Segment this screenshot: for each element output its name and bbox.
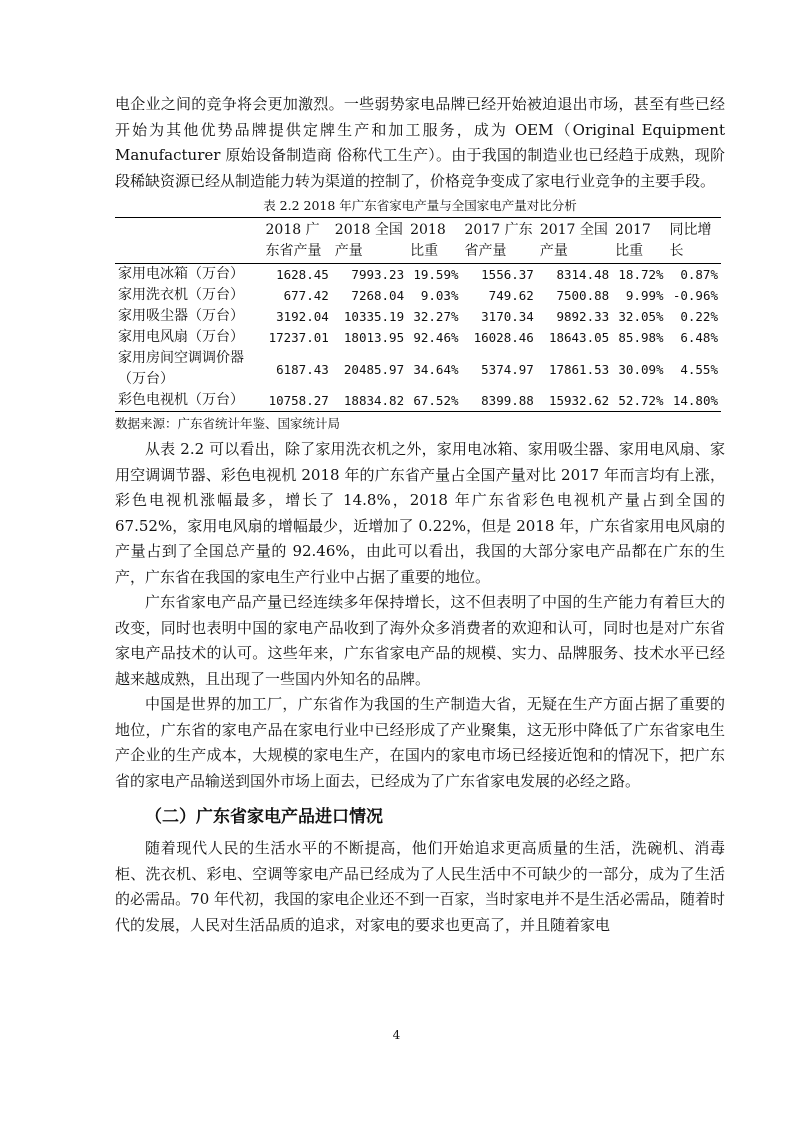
table-header-cell: 2018 广东省产量 xyxy=(263,218,332,264)
section-heading: （二）广东省家电产品进口情况 xyxy=(145,807,383,827)
table-row xyxy=(115,285,721,306)
table-row xyxy=(115,306,721,327)
table-header-cell: 2017 比重 xyxy=(612,218,666,264)
table-header-cell: 2018 全国产量 xyxy=(332,218,407,264)
table-cell: 3192.04 xyxy=(276,309,329,324)
table-cell-item: 家用电风扇（万台） xyxy=(118,329,244,345)
table-cell-item: 家用房间空调调价器（万台） xyxy=(118,350,244,387)
page-number: 4 xyxy=(392,1028,401,1042)
body-paragraph: 从表 2.2 可以看出，除了家用洗衣机之外，家用电冰箱、家用吸尘器、家用电风扇、家用空调调节器、彩色电视机 2018 年的广东省产量占全国产量对比 2017 年而言均有上涨，彩色电视机涨幅最多，增长了 14.8%，2018 年广东省彩色电视机产量占到全国的 67.52%，家用电风扇的增幅最少，近增加了 0.22%，但是 2018 年，广东省家用电风扇的产量占到了全国总产量的 92.46%，由此可以看出，我国的大部分家电产品都在广东的生产，广东省在我国的家电生产行业中占据了重要的地位。 xyxy=(115,440,725,586)
table-cell: 92.46% xyxy=(413,330,459,345)
table-cell: 7268.04 xyxy=(351,288,405,303)
table-cell: 6.48% xyxy=(680,330,718,345)
table-cell: 0.87% xyxy=(680,267,718,282)
page-content xyxy=(115,92,725,938)
table-row xyxy=(115,390,721,412)
table-cell: 85.98% xyxy=(618,330,664,345)
table-header-cell xyxy=(115,218,263,264)
table-source-note: 数据来源：广东省统计年鉴、国家统计局 xyxy=(115,416,341,431)
table-cell: 5374.97 xyxy=(481,361,534,377)
table-cell: 0.22% xyxy=(680,309,718,324)
table-row xyxy=(115,327,721,348)
table-header-cell: 2017 全国产量 xyxy=(537,218,612,264)
table-cell: 18643.05 xyxy=(548,330,610,345)
table-cell: 8399.88 xyxy=(481,393,534,408)
table-cell: 10335.19 xyxy=(343,309,405,324)
table-header-cell: 同比增长 xyxy=(667,218,721,264)
table-cell: 52.72% xyxy=(618,393,664,408)
table-cell: 17237.01 xyxy=(268,330,329,345)
table-cell-item: 家用洗衣机（万台） xyxy=(118,287,244,303)
table-cell: 677.42 xyxy=(283,288,329,303)
table-cell: 30.09% xyxy=(618,361,664,377)
table-cell: 1628.45 xyxy=(276,267,329,282)
table-cell: 18.72% xyxy=(618,267,664,282)
body-paragraph: 中国是世界的加工厂，广东省作为我国的生产制造大省，无疑在生产方面占据了重要的地位，广东省的家电产品在家电行业中已经形成了产业聚集，这无形中降低了广东省家电生产企业的生产成本，大规模的家电生产，在国内的家电市场已经接近饱和的情况下，把广东省的家电产品输送到国外市场上面去，已经成为了广东省家电发展的必经之路。 xyxy=(115,695,725,790)
table-cell: 9.99% xyxy=(625,288,664,303)
table-cell: 8314.48 xyxy=(556,267,610,282)
table-cell: 20485.97 xyxy=(343,361,405,377)
table-cell: 9.03% xyxy=(420,288,459,303)
table-caption: 表 2.2 2018 年广东省家电产量与全国家电产量对比分析 xyxy=(263,198,577,213)
body-paragraph: 广东省家电产品产量已经连续多年保持增长，这不但表明了中国的生产能力有着巨大的改变，同时也表明中国的家电产品收到了海外众多消费者的欢迎和认可，同时也是对广东省家电产品技术的认可。这些年来，广东省家电产品的规模、实力、品牌服务、技术水平已经越来越成熟，且出现了一些国内外知名的品牌。 xyxy=(115,593,725,688)
table-cell: 17861.53 xyxy=(548,361,610,377)
table-cell: 3170.34 xyxy=(481,309,534,324)
table-cell: 9892.33 xyxy=(556,309,610,324)
table-cell: 32.05% xyxy=(618,309,664,324)
table-cell-item: 彩色电视机（万台） xyxy=(118,392,244,408)
table-cell-item: 家用电冰箱（万台） xyxy=(118,266,244,282)
table-cell: 1556.37 xyxy=(481,267,534,282)
table-cell: 34.64% xyxy=(413,361,459,377)
table-cell: 7993.23 xyxy=(351,267,405,282)
table-header-row xyxy=(115,218,721,264)
table-cell: 19.59% xyxy=(413,267,459,282)
table-header-cell: 2018 比重 xyxy=(407,218,461,264)
table-cell: 6187.43 xyxy=(276,361,329,377)
table-cell: 749.62 xyxy=(488,288,534,303)
table-cell: 67.52% xyxy=(413,393,459,408)
table-cell: 16028.46 xyxy=(473,330,534,345)
table-cell-item: 家用吸尘器（万台） xyxy=(118,308,244,324)
production-comparison-table xyxy=(115,217,721,412)
table-cell: 18013.95 xyxy=(343,330,405,345)
table-cell: 10758.27 xyxy=(268,393,329,408)
body-paragraph: 随着现代人民的生活水平的不断提高，他们开始追求更高质量的生活，洗碗机、消毒柜、洗衣机、彩电、空调等家电产品已经成为了人民生活中不可缺少的一部分，成为了生活的必需品。70 年代初，我国的家电企业还不到一百家，当时家电并不是生活必需品，随着时代的发展，人民对生活品质的追求，对家电的要求也更高了，并且随着家电 xyxy=(115,839,725,934)
table-row xyxy=(115,348,721,390)
table-cell: 15932.62 xyxy=(548,393,610,408)
table-cell: -0.96% xyxy=(672,288,718,303)
table-cell: 14.80% xyxy=(672,393,718,408)
table-cell: 32.27% xyxy=(413,309,459,324)
table-header-cell: 2017 广东省产量 xyxy=(462,218,537,264)
table-cell: 7500.88 xyxy=(556,288,610,303)
table-cell: 18834.82 xyxy=(343,393,405,408)
table-row xyxy=(115,264,721,286)
intro-paragraph: 电企业之间的竞争将会更加激烈。一些弱势家电品牌已经开始被迫退出市场，甚至有些已经开始为其他优势品牌提供定牌生产和加工服务，成为 OEM（Original Equipment Manufacturer 原始设备制造商 俗称代工生产）。由于我国的制造业也已经趋于成熟，现阶段稀缺资源已经从制造能力转为渠道的控制了，价格竞争变成了家电行业竞争的主要手段。 xyxy=(115,95,725,190)
table-cell: 4.55% xyxy=(680,361,718,377)
